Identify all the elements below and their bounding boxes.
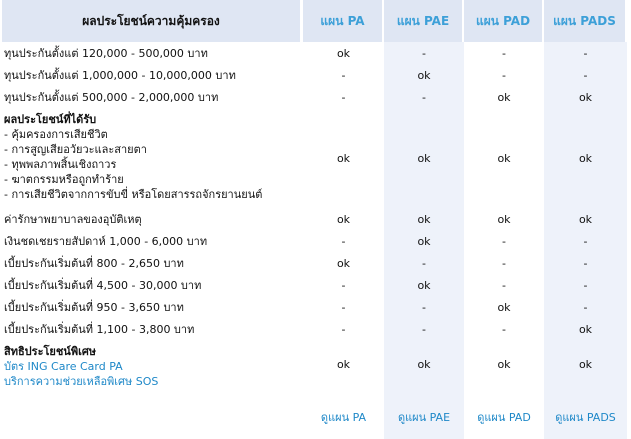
cell-pads: - — [544, 296, 627, 318]
cell-pae: - — [384, 252, 464, 274]
cell-pads: ok — [544, 86, 627, 108]
special-benefits-block — [2, 340, 303, 389]
cell-pae: - — [384, 86, 464, 108]
cell-pad: ok — [497, 151, 511, 165]
cell-pads: - — [544, 252, 627, 274]
view-plan-pad-link[interactable]: ดูแผน PAD — [477, 411, 531, 424]
table-row — [2, 64, 627, 86]
benefit-line: - การเสียชีวิตจากการขับขี่ หรือโดยสารรถจักรยานยนต์ — [4, 188, 263, 201]
table-header-row — [2, 0, 627, 42]
cell-pad: - — [502, 322, 506, 336]
benefits-title: ผลประโยชน์ที่ได้รับ — [4, 113, 97, 126]
footer-spacer — [2, 389, 303, 439]
benefits-block — [2, 108, 303, 208]
cell-pa: - — [341, 322, 346, 336]
plan-pa-header: แผน PA — [303, 0, 384, 42]
benefits-row — [2, 108, 627, 208]
benefit-line: - ทุพพลภาพสิ้นเชิงถาวร — [4, 158, 117, 171]
table-row — [2, 230, 627, 252]
ing-care-card-link[interactable]: บัตร ING Care Card PA — [4, 360, 123, 373]
table-row — [2, 296, 627, 318]
cell-pa: - — [341, 90, 346, 104]
view-plan-pads-cell — [544, 389, 627, 439]
cell-pae: - — [384, 296, 464, 318]
view-plan-pa-cell — [303, 389, 384, 439]
cell-pa: - — [341, 300, 346, 314]
cell-pad: ok — [497, 90, 511, 104]
plan-links-row — [2, 389, 627, 439]
plan-pad-header: แผน PAD — [464, 0, 544, 42]
benefit-line: - การสูญเสียอวัยวะและสายตา — [4, 143, 147, 156]
cell-pae: ok — [384, 64, 464, 86]
row-label: เบี้ยประกันเริ่มต้นที่ 800 - 2,650 บาท — [4, 257, 184, 270]
table-row — [2, 274, 627, 296]
cell-pads: - — [544, 42, 627, 64]
cell-pa: - — [341, 278, 346, 292]
view-plan-pa-link[interactable]: ดูแผน PA — [320, 411, 367, 424]
cell-pa: ok — [336, 212, 351, 226]
table-row — [2, 208, 627, 230]
cell-pads: ok — [544, 340, 627, 389]
cell-pae: - — [384, 318, 464, 340]
view-plan-pads-link[interactable]: ดูแผน PADS — [555, 411, 616, 424]
plan-pae-header: แผน PAE — [384, 0, 464, 42]
row-label: เบี้ยประกันเริ่มต้นที่ 1,100 - 3,800 บาท — [4, 323, 195, 336]
table-row — [2, 252, 627, 274]
view-plan-pae-cell — [384, 389, 464, 439]
cell-pa: - — [341, 234, 346, 248]
cell-pa: ok — [336, 46, 351, 60]
benefit-line: - คุ้มครองการเสียชีวิต — [4, 128, 108, 141]
cell-pad: - — [502, 46, 506, 60]
cell-pad: ok — [497, 300, 511, 314]
table-row — [2, 42, 627, 64]
cell-pad: ok — [497, 358, 511, 371]
cell-pads: ok — [544, 108, 627, 208]
cell-pad: - — [502, 278, 506, 292]
table-row — [2, 318, 627, 340]
row-label: ทุนประกันตั้งแต่ 500,000 - 2,000,000 บาท — [4, 91, 219, 104]
sos-service-link[interactable]: บริการความช่วยเหลือพิเศษ SOS — [4, 375, 159, 388]
plan-comparison-table — [2, 0, 627, 439]
view-plan-pad-cell — [464, 389, 544, 439]
row-label: ทุนประกันตั้งแต่ 1,000,000 - 10,000,000 บาท — [4, 69, 236, 82]
table-row — [2, 86, 627, 108]
cell-pads: ok — [544, 208, 627, 230]
special-benefits-row — [2, 340, 627, 389]
plan-pads-header: แผน PADS — [544, 0, 627, 42]
row-label: เงินชดเชยรายสัปดาห์ 1,000 - 6,000 บาท — [4, 235, 208, 248]
special-benefits-title: สิทธิประโยชน์พิเศษ — [4, 345, 97, 358]
row-label: เบี้ยประกันเริ่มต้นที่ 4,500 - 30,000 บาท — [4, 279, 202, 292]
row-label: เบี้ยประกันเริ่มต้นที่ 950 - 3,650 บาท — [4, 301, 184, 314]
cell-pads: - — [544, 64, 627, 86]
cell-pads: - — [544, 230, 627, 252]
cell-pad: - — [502, 256, 506, 270]
cell-pae: ok — [384, 230, 464, 252]
cell-pa: - — [341, 68, 346, 82]
cell-pads: ok — [544, 318, 627, 340]
benefit-column-header: ผลประโยชน์ความคุ้มครอง — [2, 0, 303, 42]
cell-pa: ok — [336, 358, 351, 371]
row-label: ค่ารักษาพยาบาลของอุบัติเหตุ — [4, 213, 142, 226]
cell-pae: - — [384, 42, 464, 64]
cell-pae: ok — [384, 208, 464, 230]
row-label: ทุนประกันตั้งแต่ 120,000 - 500,000 บาท — [4, 47, 208, 60]
cell-pad: ok — [497, 212, 511, 226]
cell-pads: - — [544, 274, 627, 296]
cell-pae: ok — [384, 340, 464, 389]
cell-pa: ok — [336, 256, 351, 270]
view-plan-pae-link[interactable]: ดูแผน PAE — [397, 411, 451, 424]
cell-pad: - — [502, 68, 506, 82]
cell-pad: - — [502, 234, 506, 248]
cell-pa: ok — [336, 151, 351, 165]
cell-pae: ok — [384, 108, 464, 208]
benefit-line: - ฆาตกรรมหรือถูกทำร้าย — [4, 173, 124, 186]
cell-pae: ok — [384, 274, 464, 296]
